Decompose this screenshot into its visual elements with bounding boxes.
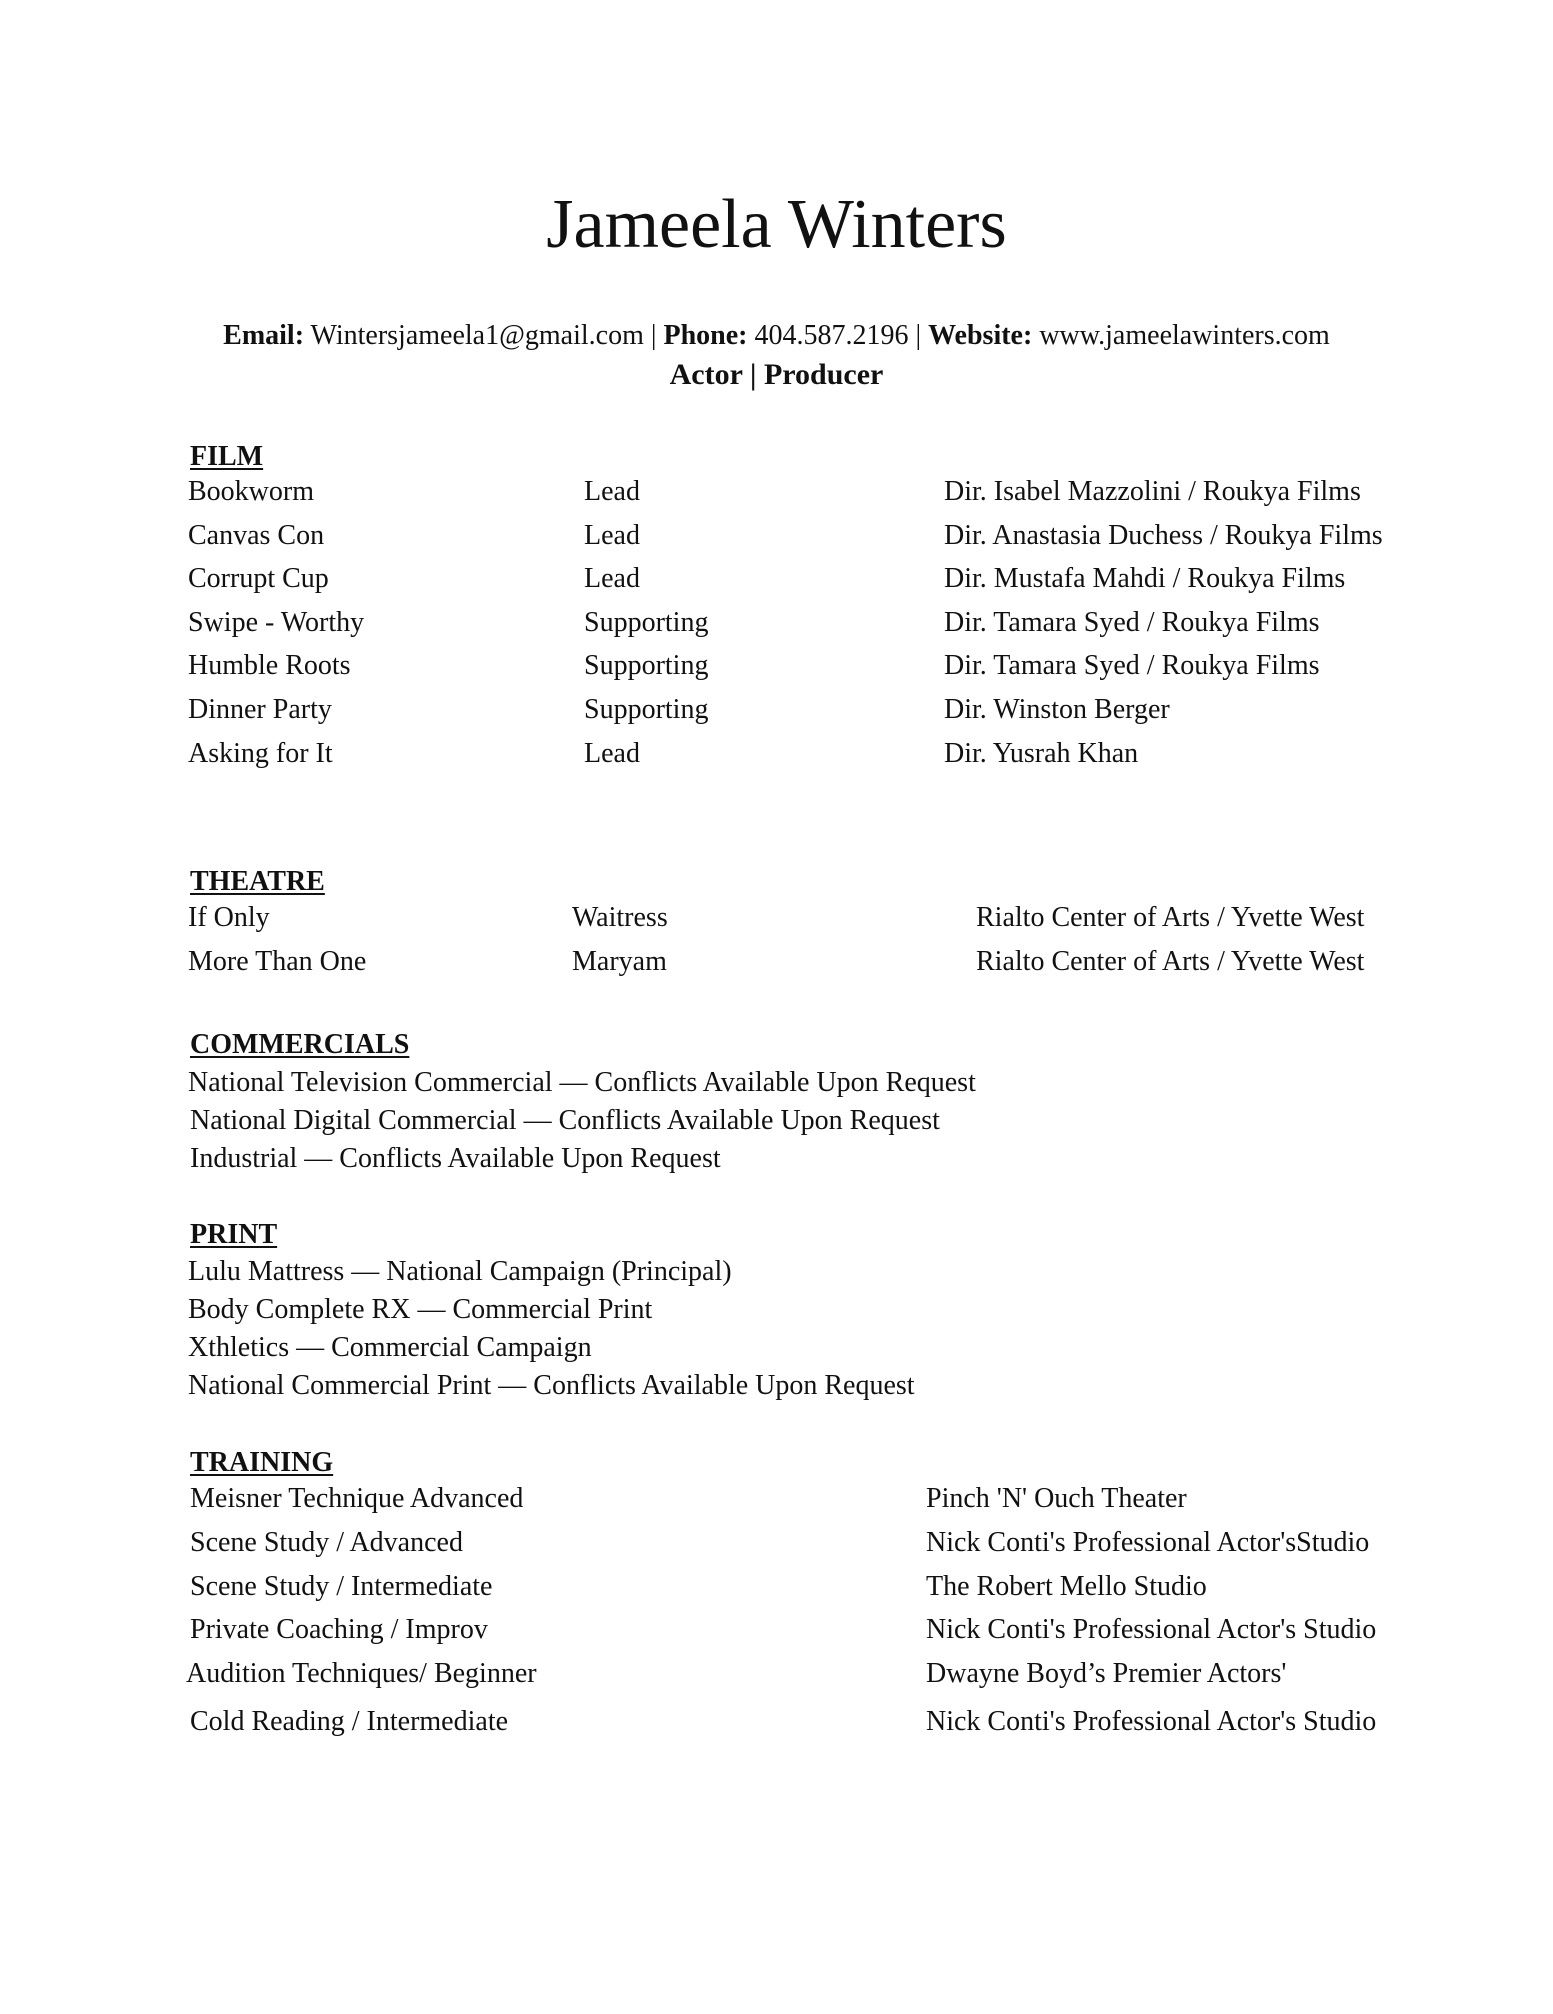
film-title: Dinner Party xyxy=(188,694,332,725)
film-title: Humble Roots xyxy=(188,650,351,681)
roles-line: Actor | Producer xyxy=(669,358,884,391)
film-role: Lead xyxy=(584,476,640,507)
website-value: www.jameelawinters.com xyxy=(1039,320,1330,351)
phone-value: 404.587.2196 xyxy=(754,320,909,351)
theatre-title: More Than One xyxy=(188,946,367,977)
phone-label: Phone: xyxy=(663,320,748,351)
contact-line xyxy=(0,318,1553,354)
contact-separator: | xyxy=(915,320,922,351)
theatre-role: Maryam xyxy=(572,946,667,977)
theatre-credit: Rialto Center of Arts / Yvette West xyxy=(976,946,1365,977)
film-title: Corrupt Cup xyxy=(188,563,329,594)
print-item: Xthletics — Commercial Campaign xyxy=(188,1332,592,1363)
film-credit: Dir. Winston Berger xyxy=(944,694,1170,725)
film-credit: Dir. Anastasia Duchess / Roukya Films xyxy=(944,520,1383,551)
training-school: Nick Conti's Professional Actor's Studio xyxy=(926,1614,1377,1645)
training-heading: TRAINING xyxy=(190,1447,334,1478)
website-label: Website: xyxy=(928,320,1033,351)
resume-name: Jameela Winters xyxy=(546,186,1007,263)
email-label: Email: xyxy=(223,320,305,351)
training-school: Pinch 'N' Ouch Theater xyxy=(926,1483,1187,1514)
film-credit: Dir. Tamara Syed / Roukya Films xyxy=(944,650,1320,681)
commercial-item: National Television Commercial — Conflicts Available Upon Request xyxy=(188,1067,976,1098)
training-course: Private Coaching / Improv xyxy=(190,1614,488,1645)
training-school: Nick Conti's Professional Actor'sStudio xyxy=(926,1527,1370,1558)
film-credit: Dir. Tamara Syed / Roukya Films xyxy=(944,607,1320,638)
theatre-credit: Rialto Center of Arts / Yvette West xyxy=(976,902,1365,933)
film-credit: Dir. Isabel Mazzolini / Roukya Films xyxy=(944,476,1361,507)
theatre-role: Waitress xyxy=(572,902,668,933)
email-value: Wintersjameela1@gmail.com xyxy=(310,320,644,351)
print-item: Body Complete RX — Commercial Print xyxy=(188,1294,653,1325)
theatre-title: If Only xyxy=(188,902,270,933)
training-course: Scene Study / Intermediate xyxy=(190,1571,493,1602)
film-title: Asking for It xyxy=(188,738,333,769)
commercial-item: Industrial — Conflicts Available Upon Request xyxy=(190,1143,721,1174)
training-school: Nick Conti's Professional Actor's Studio xyxy=(926,1706,1377,1737)
film-role: Lead xyxy=(584,563,640,594)
film-role: Supporting xyxy=(584,694,709,725)
film-role: Lead xyxy=(584,520,640,551)
contact-separator: | xyxy=(650,320,657,351)
training-course: Scene Study / Advanced xyxy=(190,1527,463,1558)
film-credit: Dir. Mustafa Mahdi / Roukya Films xyxy=(944,563,1346,594)
training-course: Audition Techniques/ Beginner xyxy=(186,1658,537,1689)
film-title: Bookworm xyxy=(188,476,314,507)
film-role: Supporting xyxy=(584,650,709,681)
training-course: Meisner Technique Advanced xyxy=(190,1483,524,1514)
film-role: Supporting xyxy=(584,607,709,638)
print-item: Lulu Mattress — National Campaign (Principal) xyxy=(188,1256,732,1287)
film-title: Swipe - Worthy xyxy=(188,607,365,638)
commercials-heading: COMMERCIALS xyxy=(190,1029,410,1060)
film-title: Canvas Con xyxy=(188,520,325,551)
commercial-item: National Digital Commercial — Conflicts Available Upon Request xyxy=(190,1105,940,1136)
training-school: The Robert Mello Studio xyxy=(926,1571,1207,1602)
film-role: Lead xyxy=(584,738,640,769)
print-item: National Commercial Print — Conflicts Available Upon Request xyxy=(188,1370,915,1401)
training-course: Cold Reading / Intermediate xyxy=(190,1706,509,1737)
theatre-heading: THEATRE xyxy=(190,866,325,897)
print-heading: PRINT xyxy=(190,1219,278,1250)
film-credit: Dir. Yusrah Khan xyxy=(944,738,1139,769)
training-school: Dwayne Boyd’s Premier Actors' xyxy=(926,1658,1287,1689)
film-heading: FILM xyxy=(190,441,264,472)
